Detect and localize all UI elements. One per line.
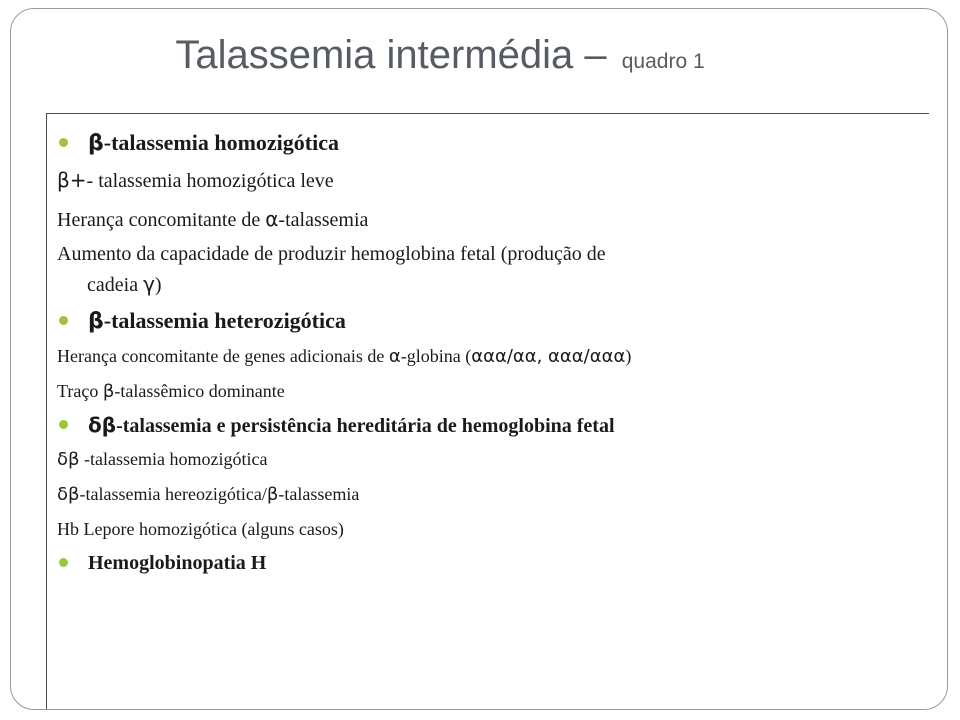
greek-beta-plus: β+ (57, 168, 87, 192)
bullet-icon (59, 420, 68, 429)
bullet-icon (59, 558, 68, 567)
slide (10, 8, 948, 710)
greek-alpha: α (388, 346, 401, 367)
bullet-icon (59, 138, 68, 147)
heading-delta-beta (57, 411, 917, 440)
line-dominant-trait (57, 374, 917, 409)
heading-beta-heterozygous (57, 306, 917, 337)
line-delta-beta-heterozygous (57, 477, 917, 512)
title-sub-text: quadro 1 (621, 50, 705, 73)
line-delta-beta-homozygous (57, 442, 917, 477)
line-fetal-hemoglobin (57, 239, 917, 300)
line-text-2: cadeia (87, 274, 144, 296)
heading-text: -talassemia homozigótica (103, 130, 339, 155)
greek-alpha: α (265, 207, 279, 231)
line-text: -talassemia hereozigótica/ (79, 484, 267, 504)
heading-text: -talassemia heterozigótica (103, 308, 346, 333)
heading-beta-homozygous (57, 128, 917, 159)
heading-hemoglobinopathy-h (57, 549, 917, 577)
line-alpha-genes (57, 339, 917, 374)
line-text: Hb Lepore homozigótica (alguns casos) (57, 519, 344, 539)
greek-delta-beta: δβ (88, 413, 117, 437)
line-tail: -talassemia (278, 209, 369, 231)
content-box (46, 113, 929, 710)
line-tail: -talassêmico dominante (114, 381, 285, 401)
line-alpha-inheritance (57, 200, 917, 239)
gene-notation: ααα/αα, ααα/ααα (471, 346, 626, 367)
line-text: Herança concomitante de (57, 209, 266, 231)
heading-text: -talassemia e persistência hereditária de hemoglobina fetal (116, 415, 615, 437)
greek-delta-beta: δβ (57, 449, 80, 470)
line-mid: -globina ( (400, 346, 472, 366)
content-list (57, 128, 917, 577)
title-main-text: Talassemia intermédia – (175, 33, 618, 77)
greek-beta: β (88, 131, 104, 156)
greek-gamma: γ (143, 272, 155, 296)
bullet-icon (59, 316, 68, 325)
line-tail: ) (625, 346, 632, 366)
line-hb-lepore (57, 512, 917, 547)
heading-text: Hemoglobinopatia H (88, 552, 267, 574)
line-tail: ) (154, 274, 162, 296)
line-beta-plus (57, 161, 917, 200)
line-text: - talassemia homozigótica leve (86, 170, 334, 192)
line-text: -talassemia homozigótica (79, 449, 268, 469)
line-tail: -talassemia (278, 484, 360, 504)
greek-beta: β (102, 381, 115, 402)
line-text: Traço (57, 381, 103, 401)
greek-beta: β (88, 309, 104, 334)
line-text: Herança concomitante de genes adicionais de (57, 346, 389, 366)
greek-delta-beta: δβ (57, 484, 80, 505)
greek-beta: β (266, 484, 279, 505)
line-text-1: Aumento da capacidade de produzir hemoglobina fetal (produção de (57, 243, 606, 265)
slide-title (11, 9, 948, 99)
